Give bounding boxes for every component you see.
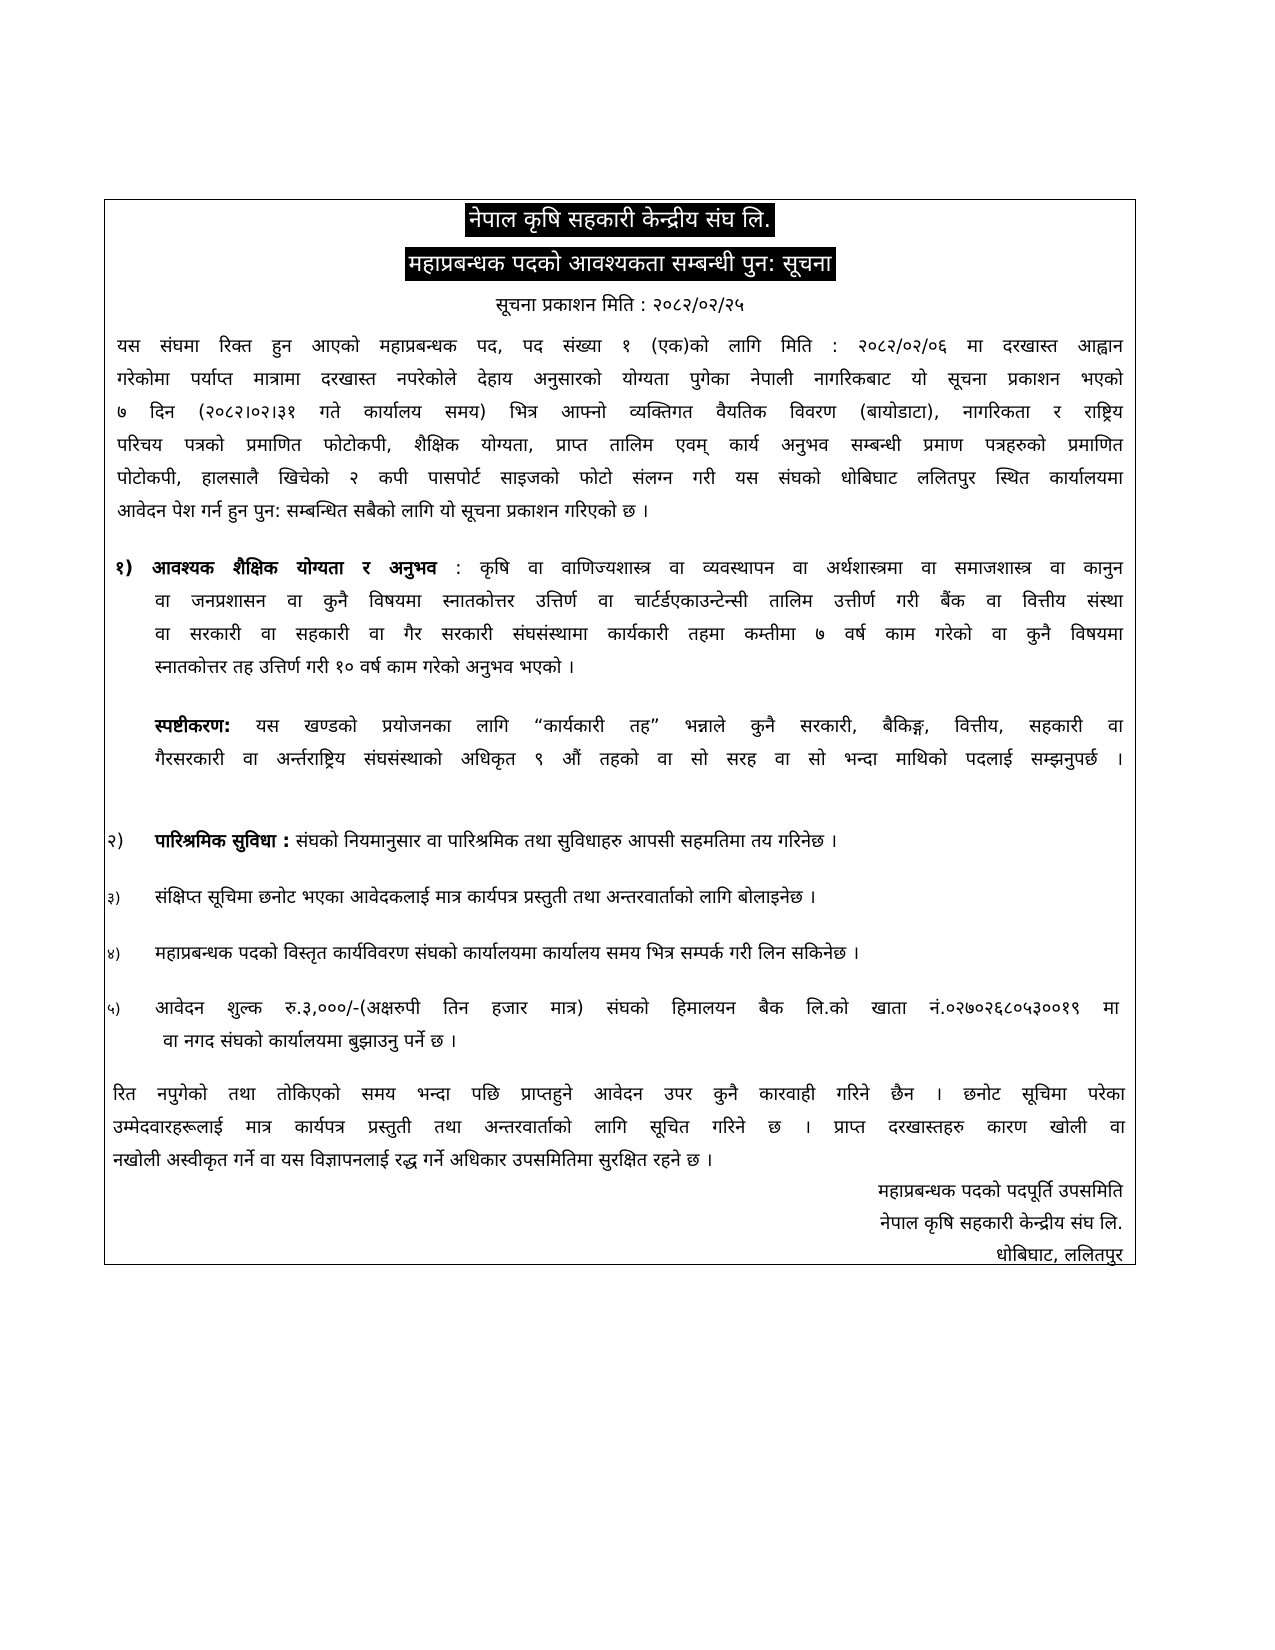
closing-paragraph (113, 1078, 1125, 1177)
item-job-description (105, 937, 859, 971)
item-remuneration (105, 825, 837, 858)
qualification-heading: १) आवश्यक शैक्षिक योग्यता र अनुभव (115, 558, 437, 579)
qualification-line: वा जनप्रशासन वा कुनै विषयमा स्नातकोत्तर उत्तिर्ण वा चार्टर्डएकाउन्टेन्सी तालिम उत्तीर्ण गरी बैंक वा वित्तीय संस्था (155, 591, 1123, 612)
signature-block (878, 1176, 1123, 1272)
intro-line: परिचय पत्रको प्रमाणित फोटोकपी, शैक्षिक योग्यता, प्राप्त तालिम एवम् कार्य अनुभव सम्बन्धी प्रमाण पत्रहरुको प्रमाणित (117, 435, 1123, 456)
item-number: ५) (107, 1000, 121, 1018)
intro-line: ७ दिन (२०८२।०२।३१ गते कार्यालय समय) भित्र आफ्नो व्यक्तिगत वैयतिक विवरण (बायोडाटा), नागरिकता र राष्ट्रिय (117, 402, 1123, 423)
signature-organization: नेपाल कृषि सहकारी केन्द्रीय संघ लि. (880, 1213, 1123, 1234)
qualification-line: स्नातकोत्तर तह उत्तिर्ण गरी १० वर्ष काम गरेको अनुभव भएको । (155, 657, 575, 678)
closing-line: नखोली अस्वीकृत गर्ने वा यस विज्ञापनलाई रद्ध गर्ने अधिकार उपसमितिमा सुरक्षित रहने छ । (113, 1150, 713, 1171)
remuneration-label: पारिश्रमिक सुविधा : (155, 831, 290, 852)
remuneration-text: संघको नियमानुसार वा पारिश्रमिक तथा सुविधाहरु आपसी सहमतिमा तय गरिनेछ । (289, 831, 838, 852)
shortlist-text: संक्षिप्त सूचिमा छनोट भएका आवेदकलाई मात्र कार्यपत्र प्रस्तुती तथा अन्तरवार्ताको लागि बोलाइनेछ । (155, 887, 816, 908)
application-fee-line: आवेदन शुल्क रु.३,०००/-(अक्षरुपी तिन हजार मात्र) संघको हिमालयन बैक लि.को खाता नं.०२७०२६८०५३००१९ मा (155, 998, 1119, 1019)
intro-paragraph (117, 330, 1123, 528)
org-title-row (105, 203, 1135, 237)
clarification-line: गैरसरकारी वा अर्न्तराष्ट्रिय संघसंस्थाको अधिकृत ९ औं तहको वा सो सरह वा सो भन्दा माथिको पदलाई सम्झनुपर्छ । (155, 749, 1123, 770)
closing-line: रित नपुगेको तथा तोकिएको समय भन्दा पछि प्राप्तहुने आवेदन उपर कुनै कारवाही गरिने छैन । छनोट सूचिमा परेका (113, 1084, 1125, 1105)
qualification-section (115, 552, 1123, 684)
signature-committee: महाप्रबन्धक पदको पदपूर्ति उपसमिति (878, 1181, 1123, 1202)
notice-box (104, 199, 1136, 1265)
notice-title-row (105, 247, 1135, 281)
clarification-section (155, 710, 1123, 776)
item-application-fee (105, 992, 1123, 1058)
org-title: नेपाल कृषि सहकारी केन्द्रीय संघ लि. (465, 203, 775, 237)
publish-date: सूचना प्रकाशन मिति : २०८२/०२/२५ (495, 294, 745, 316)
clarification-label: स्पष्टीकरण: (155, 716, 231, 737)
job-description-text: महाप्रबन्धक पदको विस्तृत कार्यविवरण संघको कार्यालयमा कार्यालय समय भित्र सम्पर्क गरी लिन सकिनेछ । (155, 943, 860, 964)
application-fee-line: वा नगद संघको कार्यालयमा बुझाउनु पर्ने छ । (163, 1031, 457, 1052)
signature-location: धोबिघाट, ललितपुर (996, 1245, 1123, 1266)
intro-line: यस संघमा रिक्त हुन आएको महाप्रबन्धक पद, पद संख्या १ (एक)को लागि मिति : २०८२/०२/०६ मा दरखास्त आह्वान (117, 336, 1123, 357)
qualification-first-line (115, 552, 1123, 585)
intro-line: आवेदन पेश गर्न हुन पुन: सम्बन्धित सबैको लागि यो सूचना प्रकाशन गरिएको छ । (117, 501, 649, 522)
application-fee-body (155, 992, 1119, 1058)
clarification-text: यस खण्डको प्रयोजनका लागि “कार्यकारी तह” भन्नाले कुनै सरकारी, बैकिङ्ग, वित्तीय, सहकारी वा (230, 716, 1123, 737)
item-shortlist (105, 881, 816, 915)
item-number: ३) (107, 889, 121, 907)
clarification-first-line (155, 710, 1123, 743)
notice-title: महाप्रबन्धक पदको आवश्यकता सम्बन्धी पुन: सूचना (405, 247, 836, 281)
item-number: ४) (107, 945, 121, 963)
item-number: २) (107, 831, 124, 852)
intro-line: पोटोकपी, हालसालै खिचेको २ कपी पासपोर्ट साइजको फोटो संलग्न गरी यस संघको धोबिघाट ललितपुर स्थित कार्यालयमा (117, 468, 1123, 489)
qualification-line: वा सरकारी वा सहकारी वा गैर सरकारी संघसंस्थामा कार्यकारी तहमा कम्तीमा ७ वर्ष काम गरेको वा कुनै विषयमा (155, 624, 1123, 645)
intro-line: गरेकोमा पर्याप्त मात्रामा दरखास्त नपरेकोले देहाय अनुसारको योग्यता पुगेका नेपाली नागरिकबाट यो सूचना प्रकाशन भएको (117, 369, 1123, 390)
qualification-text: : कृषि वा वाणिज्यशास्त्र वा व्यवस्थापन वा अर्थशास्त्रमा वा समाजशास्त्र वा कानुन (436, 558, 1123, 579)
closing-line: उम्मेदवारहरूलाई मात्र कार्यपत्र प्रस्तुती तथा अन्तरवार्ताको लागि सूचित गरिने छ । प्राप्त दरखास्तहरु कारण खोली वा (113, 1117, 1125, 1138)
